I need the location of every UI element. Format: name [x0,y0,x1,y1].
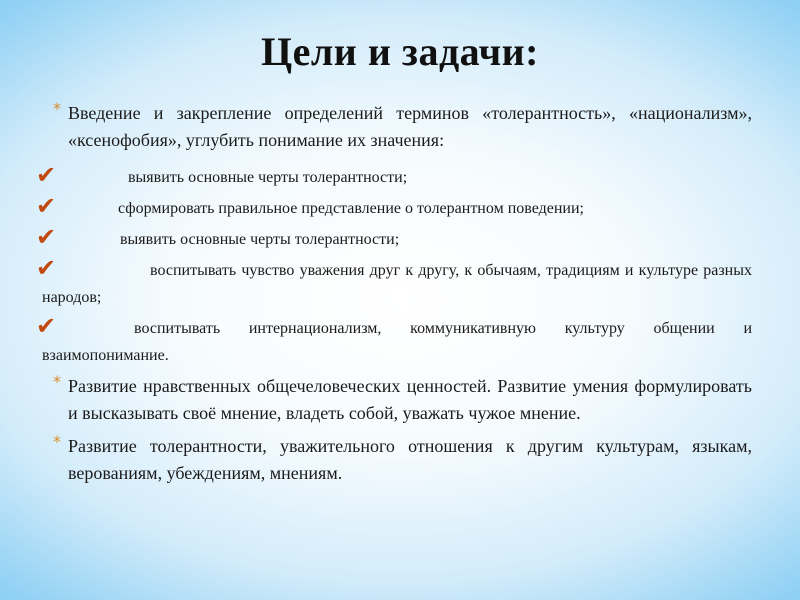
check-item-text: сформировать правильное представление о толерантном поведении; [118,200,584,217]
check-item-text: выявить основные черты толерантности; [128,169,408,186]
bullet-item-values [42,373,752,427]
check-item-text: воспитывать чувство уважения друг к другу, к обычаям, традициям и культуре разных народов; [42,262,752,306]
check-item-representation [36,192,752,222]
slide-title: Цели и задачи: [260,29,540,74]
bullet-item-text: Развитие толерантности, уважительного отношения к другим культурам, языкам, верованиям, убеждениям, мнениям. [68,436,752,483]
checkmark-icon: ✔ [36,161,57,189]
checkmark-icon: ✔ [36,312,57,340]
bullet-item-text: Развитие нравственных общечеловеческих ценностей. Развитие умения формулировать и высказывать своё мнение, владеть собой, уважать чужое мнение. [68,376,752,423]
bullet-item-tolerance [42,433,752,487]
checkmark-icon: ✔ [36,254,57,282]
check-item-traits-repeat [36,223,752,253]
asterisk-bullet-icon: * [53,432,61,451]
bullet-item-text: Введение и закрепление определений терминов «толерантность», «национализм», «ксенофобия», углубить понимание их значения: [68,103,752,150]
checkmark-icon: ✔ [36,192,57,220]
check-item-internationalism [36,312,752,369]
check-item-text: воспитывать интернационализм, коммуникативную культуру общении и взаимопонимание. [42,320,752,364]
slide-content [36,99,752,493]
check-item-traits [36,161,752,191]
asterisk-bullet-icon: * [53,372,61,391]
checkmark-icon: ✔ [36,223,57,251]
check-item-respect [36,254,752,311]
check-item-text: выявить основные черты толерантности; [120,231,400,248]
asterisk-bullet-icon: * [53,99,61,118]
bullet-item-intro [42,100,752,154]
